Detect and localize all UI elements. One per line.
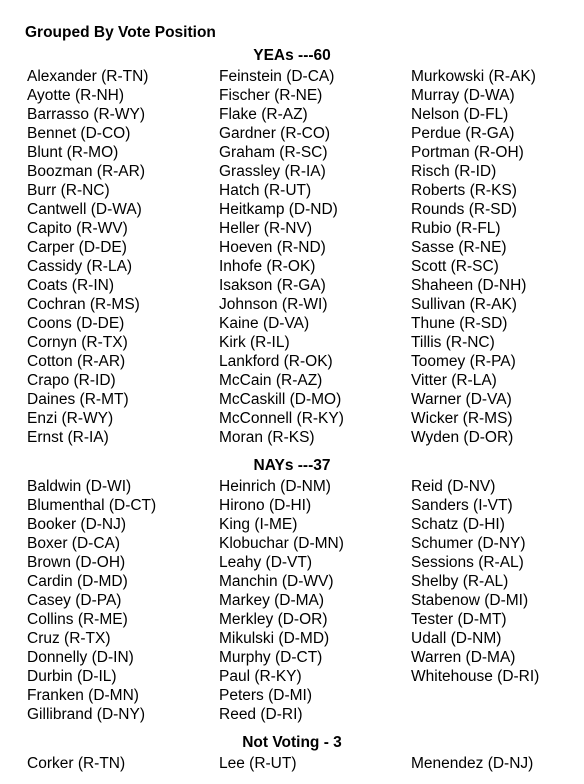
senator-name: Markey (D-MA) (219, 592, 325, 609)
senator-name: Sullivan (R-AK) (411, 296, 517, 313)
senator-name: Enzi (R-WY) (27, 410, 114, 427)
senator-name: Warren (D-MA) (411, 649, 516, 666)
senator-name: Heitkamp (D-ND) (219, 201, 338, 218)
senator-name: Baldwin (D-WI) (27, 478, 132, 495)
yeas-section-title: YEAs ---60 (253, 47, 331, 64)
nays-section (0, 455, 584, 724)
senator-name: Schatz (D-HI) (411, 516, 505, 533)
senator-name: Cruz (R-TX) (27, 630, 111, 647)
senator-name: Crapo (R-ID) (27, 372, 116, 389)
senator-name: Udall (D-NM) (411, 630, 502, 647)
senator-name: Ernst (R-IA) (27, 429, 109, 446)
senator-name: Cornyn (R-TX) (27, 334, 128, 351)
senator-name: Menendez (D-NJ) (411, 755, 534, 772)
senator-name: Shelby (R-AL) (411, 573, 509, 590)
senator-name: Franken (D-MN) (27, 687, 139, 704)
senator-name: Hoeven (R-ND) (219, 239, 326, 256)
not-voting-column-3 (411, 754, 533, 773)
senator-name: Shaheen (D-NH) (411, 277, 527, 294)
senator-name: Cochran (R-MS) (27, 296, 140, 313)
senator-name: Merkley (D-OR) (219, 611, 328, 628)
senator-name: Booker (D-NJ) (27, 516, 127, 533)
senator-name: Kaine (D-VA) (219, 315, 310, 332)
nays-section-title: NAYs ---37 (253, 457, 331, 474)
senator-name: Gillibrand (D-NY) (27, 706, 145, 723)
senator-name: Scott (R-SC) (411, 258, 499, 275)
senator-name: Hatch (R-UT) (219, 182, 312, 199)
yeas-column-1 (27, 67, 148, 447)
senator-name: Brown (D-OH) (27, 554, 126, 571)
senator-name: Reed (D-RI) (219, 706, 303, 723)
senator-name: Toomey (R-PA) (411, 353, 516, 370)
senator-name: Leahy (D-VT) (219, 554, 313, 571)
not-voting-column-2 (219, 754, 297, 773)
senator-name: Coats (R-IN) (27, 277, 114, 294)
senator-name: Rounds (R-SD) (411, 201, 517, 218)
senator-name: Gardner (R-CO) (219, 125, 331, 142)
senator-name: Carper (D-DE) (27, 239, 127, 256)
senator-name: Grassley (R-IA) (219, 163, 326, 180)
senator-name: Cardin (D-MD) (27, 573, 128, 590)
senator-name: Risch (R-ID) (411, 163, 497, 180)
nays-column-2 (219, 477, 344, 724)
senator-name: Manchin (D-WV) (219, 573, 334, 590)
senator-name: Wyden (D-OR) (411, 429, 514, 446)
senator-name: Boozman (R-AR) (27, 163, 145, 180)
senator-name: Heinrich (D-NM) (219, 478, 331, 495)
senator-name: Perdue (R-GA) (411, 125, 515, 142)
senator-name: Kirk (R-IL) (219, 334, 290, 351)
senator-name: Klobuchar (D-MN) (219, 535, 344, 552)
senator-name: Murkowski (R-AK) (411, 68, 536, 85)
senator-name: Corker (R-TN) (27, 755, 126, 772)
senator-name: Rubio (R-FL) (411, 220, 501, 237)
senator-name: Lee (R-UT) (219, 755, 297, 772)
senator-name: Tillis (R-NC) (411, 334, 495, 351)
senator-name: Cassidy (R-LA) (27, 258, 133, 275)
document-heading: Grouped By Vote Position (25, 24, 216, 41)
senator-name: Bennet (D-CO) (27, 125, 131, 142)
senator-name: Fischer (R-NE) (219, 87, 323, 104)
senator-name: Thune (R-SD) (411, 315, 508, 332)
nays-name-columns (0, 477, 584, 724)
senator-name: McCain (R-AZ) (219, 372, 323, 389)
not-voting-section (0, 732, 584, 773)
senator-name: Daines (R-MT) (27, 391, 129, 408)
senator-name: Collins (R-ME) (27, 611, 128, 628)
senator-name: Tester (D-MT) (411, 611, 507, 628)
senator-name: Reid (D-NV) (411, 478, 496, 495)
senator-name: Warner (D-VA) (411, 391, 512, 408)
yeas-name-columns (0, 67, 584, 447)
senator-name: Alexander (R-TN) (27, 68, 149, 85)
senator-name: Barrasso (R-WY) (27, 106, 145, 123)
senator-name: Hirono (D-HI) (219, 497, 312, 514)
senator-name: McCaskill (D-MO) (219, 391, 342, 408)
senator-name: Graham (R-SC) (219, 144, 328, 161)
senator-name: Boxer (D-CA) (27, 535, 121, 552)
senator-name: Mikulski (D-MD) (219, 630, 330, 647)
senator-name: Roberts (R-KS) (411, 182, 517, 199)
senator-name: Isakson (R-GA) (219, 277, 326, 294)
senator-name: McConnell (R-KY) (219, 410, 344, 427)
senator-name: Cantwell (D-WA) (27, 201, 142, 218)
senator-name: Sasse (R-NE) (411, 239, 507, 256)
senator-name: Paul (R-KY) (219, 668, 302, 685)
senator-name: Moran (R-KS) (219, 429, 315, 446)
senator-name: Johnson (R-WI) (219, 296, 328, 313)
senator-name: Durbin (D-IL) (27, 668, 117, 685)
nays-column-1 (27, 477, 156, 724)
senator-name: Murray (D-WA) (411, 87, 515, 104)
nays-column-3 (411, 477, 539, 686)
senator-name: Capito (R-WV) (27, 220, 128, 237)
senator-name: Heller (R-NV) (219, 220, 312, 237)
yeas-column-3 (411, 67, 536, 447)
senator-name: Portman (R-OH) (411, 144, 524, 161)
senator-name: Peters (D-MI) (219, 687, 312, 704)
senator-name: Sessions (R-AL) (411, 554, 524, 571)
senator-name: Murphy (D-CT) (219, 649, 323, 666)
senator-name: Blunt (R-MO) (27, 144, 119, 161)
senator-name: Burr (R-NC) (27, 182, 110, 199)
senator-name: Blumenthal (D-CT) (27, 497, 157, 514)
senator-name: Casey (D-PA) (27, 592, 122, 609)
not-voting-name-columns (0, 754, 584, 773)
senator-name: Stabenow (D-MI) (411, 592, 529, 609)
senator-name: Wicker (R-MS) (411, 410, 513, 427)
senator-name: Ayotte (R-NH) (27, 87, 125, 104)
senator-name: Inhofe (R-OK) (219, 258, 316, 275)
not-voting-column-1 (27, 754, 125, 773)
senator-name: Lankford (R-OK) (219, 353, 333, 370)
senator-name: Flake (R-AZ) (219, 106, 308, 123)
senator-name: Nelson (D-FL) (411, 106, 509, 123)
not-voting-section-title: Not Voting - 3 (242, 734, 342, 751)
senator-name: King (I-ME) (219, 516, 298, 533)
senator-name: Donnelly (D-IN) (27, 649, 134, 666)
senator-name: Schumer (D-NY) (411, 535, 526, 552)
senator-name: Cotton (R-AR) (27, 353, 126, 370)
yeas-column-2 (219, 67, 344, 447)
senator-name: Whitehouse (D-RI) (411, 668, 540, 685)
senator-name: Sanders (I-VT) (411, 497, 513, 514)
senator-name: Coons (D-DE) (27, 315, 125, 332)
senator-name: Vitter (R-LA) (411, 372, 497, 389)
yeas-section (0, 45, 584, 447)
senator-name: Feinstein (D-CA) (219, 68, 335, 85)
